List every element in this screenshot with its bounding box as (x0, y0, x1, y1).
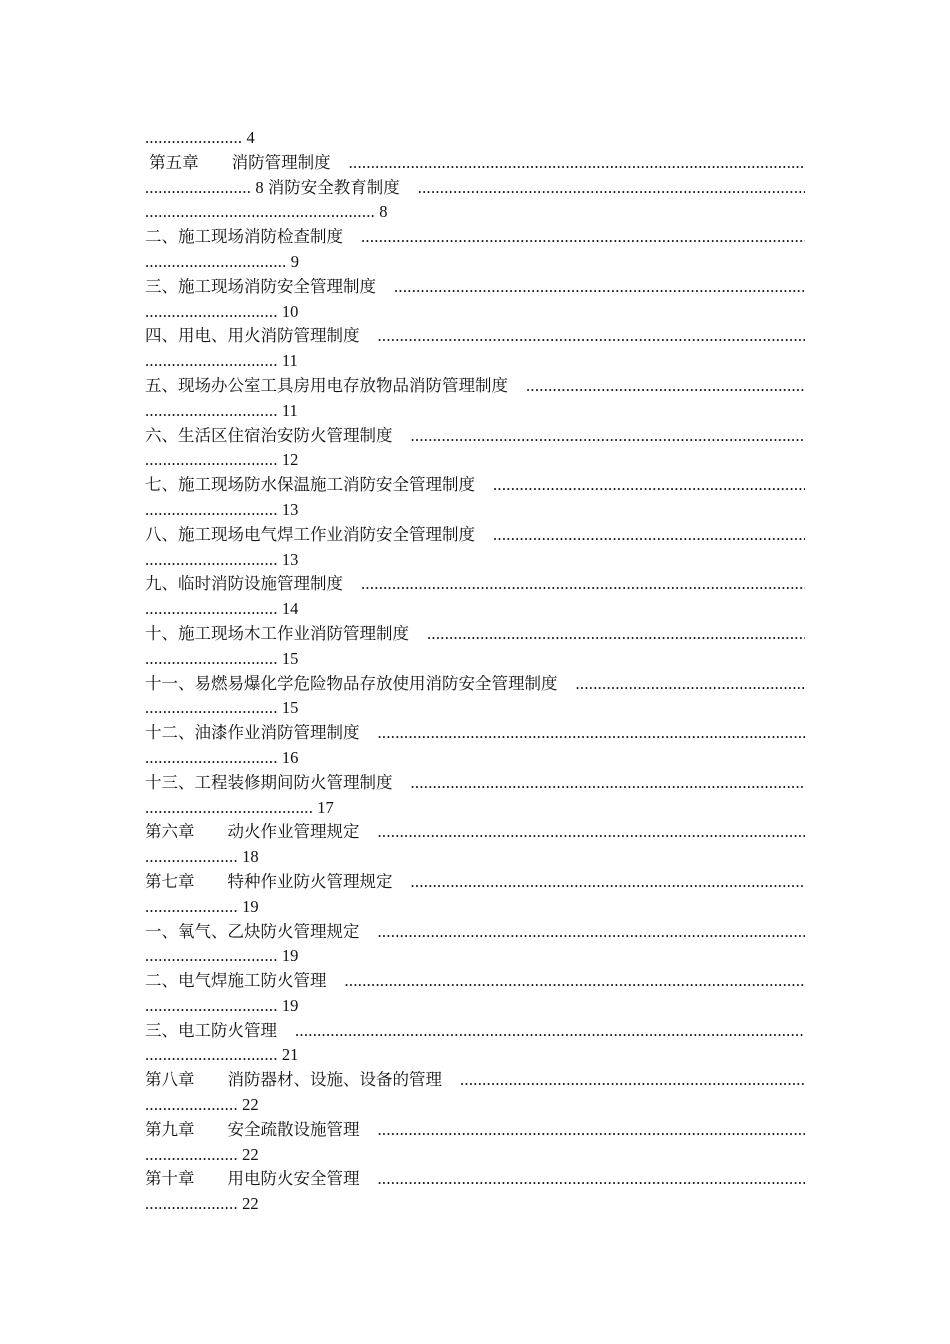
toc-entry-page-line (145, 746, 805, 771)
toc-entry-title-line (145, 820, 805, 845)
toc-entry-page-line (145, 300, 805, 325)
toc-entry[interactable] (145, 1019, 805, 1069)
toc-entry-title: 第八章 消防器材、设施、设备的管理 (145, 1070, 442, 1090)
toc-entry-page-line (145, 1093, 805, 1118)
toc-continuation-line (145, 126, 805, 151)
toc-entry-title-line (145, 870, 805, 895)
toc-entry-title: 十三、工程装修期间防火管理制度 (145, 772, 393, 792)
toc-entry-page-line (145, 176, 805, 201)
toc-entry-title-line (145, 324, 805, 349)
toc-entry[interactable] (145, 523, 805, 573)
toc-entry-page-line (145, 647, 805, 672)
page-number: 13 (277, 549, 299, 569)
toc-entry-page-line (145, 994, 805, 1019)
leader-dots (526, 374, 805, 399)
toc-entry[interactable] (145, 424, 805, 474)
toc-entry-title-line (145, 1118, 805, 1143)
toc-entry-page-line (145, 349, 805, 374)
toc-entry-title-line (145, 771, 805, 796)
toc-entry-title-line (145, 969, 805, 994)
toc-entry-title-line (145, 374, 805, 399)
page-number: 11 (277, 351, 298, 371)
page-number: 14 (277, 599, 299, 619)
leader-dots (418, 176, 805, 201)
toc-entry[interactable] (145, 572, 805, 622)
toc-entry-title: 第十章 用电防火安全管理 (145, 1169, 360, 1189)
toc-entry-title-line (145, 424, 805, 449)
leader-dots: .............................. (145, 549, 278, 569)
page-number: 15 (277, 648, 299, 668)
toc-entry-page-line (145, 895, 805, 920)
toc-entry[interactable] (145, 1167, 805, 1217)
leader-dots (378, 1118, 806, 1143)
leader-dots (378, 1167, 806, 1192)
leader-dots: ...................... (145, 128, 243, 147)
leader-dots: .............................. (145, 747, 278, 767)
toc-entry-title: 十一、易燃易爆化学危险物品存放使用消防安全管理制度 (145, 673, 558, 693)
toc-entry-title: 一、氧气、乙炔防火管理规定 (145, 921, 360, 941)
page-number: 19 (277, 995, 299, 1015)
page-number: 8 (375, 202, 388, 222)
toc-entry[interactable] (145, 275, 805, 325)
toc-entry-title: 第五章 消防管理制度 (145, 152, 331, 172)
leader-dots: ..................... (145, 1095, 238, 1115)
leader-dots: ..................... (145, 1144, 238, 1164)
page-number: 19 (237, 896, 259, 916)
leader-dots (349, 151, 805, 176)
leader-dots: .............................. (145, 1045, 278, 1065)
page-number: 21 (277, 1045, 299, 1065)
page-number: 22 (237, 1144, 259, 1164)
toc-entry[interactable] (145, 151, 805, 225)
leader-dots: ........................ (145, 177, 252, 197)
toc-entry-page-line (145, 796, 805, 821)
toc-entry-page-line (145, 944, 805, 969)
toc-entry-title: 九、临时消防设施管理制度 (145, 574, 343, 594)
page-number: 19 (277, 946, 299, 966)
page-number: 10 (277, 301, 299, 321)
page-number: 13 (277, 499, 299, 519)
toc-entry[interactable] (145, 225, 805, 275)
leader-dots: ..................... (145, 896, 238, 916)
toc-entry-title-line (145, 1068, 805, 1093)
leader-dots (378, 324, 806, 349)
leader-dots: ..................... (145, 1194, 238, 1214)
toc-entry-title-line (145, 1167, 805, 1192)
leader-dots (411, 424, 806, 449)
toc-entry[interactable] (145, 820, 805, 870)
leader-dots: .............................. (145, 995, 278, 1015)
leader-dots (411, 771, 806, 796)
leader-dots: ................................ (145, 251, 287, 271)
leader-dots (460, 1068, 805, 1093)
toc-entry[interactable] (145, 324, 805, 374)
page-number: 11 (277, 400, 298, 420)
page-number: 4 (246, 128, 255, 147)
toc-entry-title-line (145, 622, 805, 647)
toc-entry-title-line (145, 523, 805, 548)
toc-entry-title: 八、施工现场电气焊工作业消防安全管理制度 (145, 524, 475, 544)
leader-dots (295, 1019, 805, 1044)
page-number: 22 (237, 1194, 259, 1214)
leader-dots: .............................. (145, 351, 278, 371)
leader-dots (378, 820, 806, 845)
toc-entry[interactable] (145, 374, 805, 424)
toc-entry-title-line (145, 721, 805, 746)
toc-entry-title-line (145, 920, 805, 945)
toc-entry-page-line (145, 1143, 805, 1168)
page-number: 15 (277, 698, 299, 718)
leader-dots (493, 473, 805, 498)
leader-dots (378, 721, 806, 746)
page-number: 16 (277, 747, 299, 767)
toc-entry-page-line (145, 548, 805, 573)
toc-entry-title: 十、施工现场木工作业消防管理制度 (145, 623, 409, 643)
toc-entry-page-line (145, 696, 805, 721)
toc-entry-title-line (145, 1019, 805, 1044)
toc-entry-title: 七、施工现场防水保温施工消防安全管理制度 (145, 475, 475, 495)
toc-entry-title-line (145, 672, 805, 697)
toc-entry-page-line (145, 498, 805, 523)
page-number: 18 (237, 847, 259, 867)
toc-entry[interactable] (145, 622, 805, 672)
toc-entries (145, 151, 805, 1217)
leader-dots: .............................. (145, 400, 278, 420)
page-number: 17 (313, 797, 334, 817)
page-number: 8 (251, 177, 264, 197)
leader-dots: .............................. (145, 698, 278, 718)
toc-entry-page-line (145, 250, 805, 275)
toc-entry-page-line (145, 399, 805, 424)
toc-entry-page-line (145, 200, 805, 225)
leader-dots (493, 523, 805, 548)
toc-entry-page-line (145, 1043, 805, 1068)
toc-entry[interactable] (145, 672, 805, 722)
toc-entry-title: 五、现场办公室工具房用电存放物品消防管理制度 (145, 375, 508, 395)
toc-entry-title: 四、用电、用火消防管理制度 (145, 326, 360, 346)
toc-entry-title-line (145, 275, 805, 300)
leader-dots: .............................. (145, 648, 278, 668)
toc-entry-title-line (145, 572, 805, 597)
toc-entry-title: 六、生活区住宿治安防火管理制度 (145, 425, 393, 445)
toc-entry-title-line (145, 473, 805, 498)
leader-dots (576, 672, 806, 697)
toc-entry[interactable] (145, 920, 805, 970)
toc-entry[interactable] (145, 771, 805, 821)
leader-dots (361, 572, 805, 597)
leader-dots: .............................. (145, 599, 278, 619)
toc-entry[interactable] (145, 969, 805, 1019)
page-number: 22 (237, 1095, 259, 1115)
toc-entry-title: 二、电气焊施工防火管理 (145, 971, 327, 991)
leader-dots (345, 969, 806, 994)
toc-entry-title: 消防安全教育制度 (263, 177, 400, 197)
leader-dots: .............................. (145, 301, 278, 321)
toc-entry[interactable] (145, 1118, 805, 1168)
toc-entry[interactable] (145, 870, 805, 920)
toc-entry[interactable] (145, 1068, 805, 1118)
leader-dots: .............................. (145, 499, 278, 519)
toc-entry-title: 第九章 安全疏散设施管理 (145, 1119, 360, 1139)
toc-entry[interactable] (145, 721, 805, 771)
leader-dots (378, 920, 806, 945)
leader-dots (394, 275, 805, 300)
page-number: 12 (277, 450, 299, 470)
leader-dots (411, 870, 806, 895)
toc-entry[interactable] (145, 473, 805, 523)
toc-entry-title-line (145, 225, 805, 250)
page-number: 9 (286, 251, 299, 271)
leader-dots: .................................................... (145, 202, 376, 222)
toc-entry-page-line (145, 845, 805, 870)
toc-entry-title: 二、施工现场消防检查制度 (145, 227, 343, 247)
leader-dots: ...................................... (145, 797, 314, 817)
leader-dots: .............................. (145, 946, 278, 966)
leader-dots (361, 225, 805, 250)
toc-entry-page-line (145, 597, 805, 622)
toc-entry-page-line (145, 448, 805, 473)
toc-entry-title: 三、施工现场消防安全管理制度 (145, 276, 376, 296)
leader-dots: .............................. (145, 450, 278, 470)
toc-entry-title: 第六章 动火作业管理规定 (145, 822, 360, 842)
toc-entry-title-line (145, 151, 805, 176)
toc-entry-page-line (145, 1192, 805, 1217)
toc-entry-title: 十二、油漆作业消防管理制度 (145, 723, 360, 743)
toc-entry-title: 三、电工防火管理 (145, 1020, 277, 1040)
table-of-contents (145, 126, 805, 1217)
leader-dots (427, 622, 805, 647)
leader-dots: ..................... (145, 847, 238, 867)
toc-entry-title: 第七章 特种作业防火管理规定 (145, 871, 393, 891)
